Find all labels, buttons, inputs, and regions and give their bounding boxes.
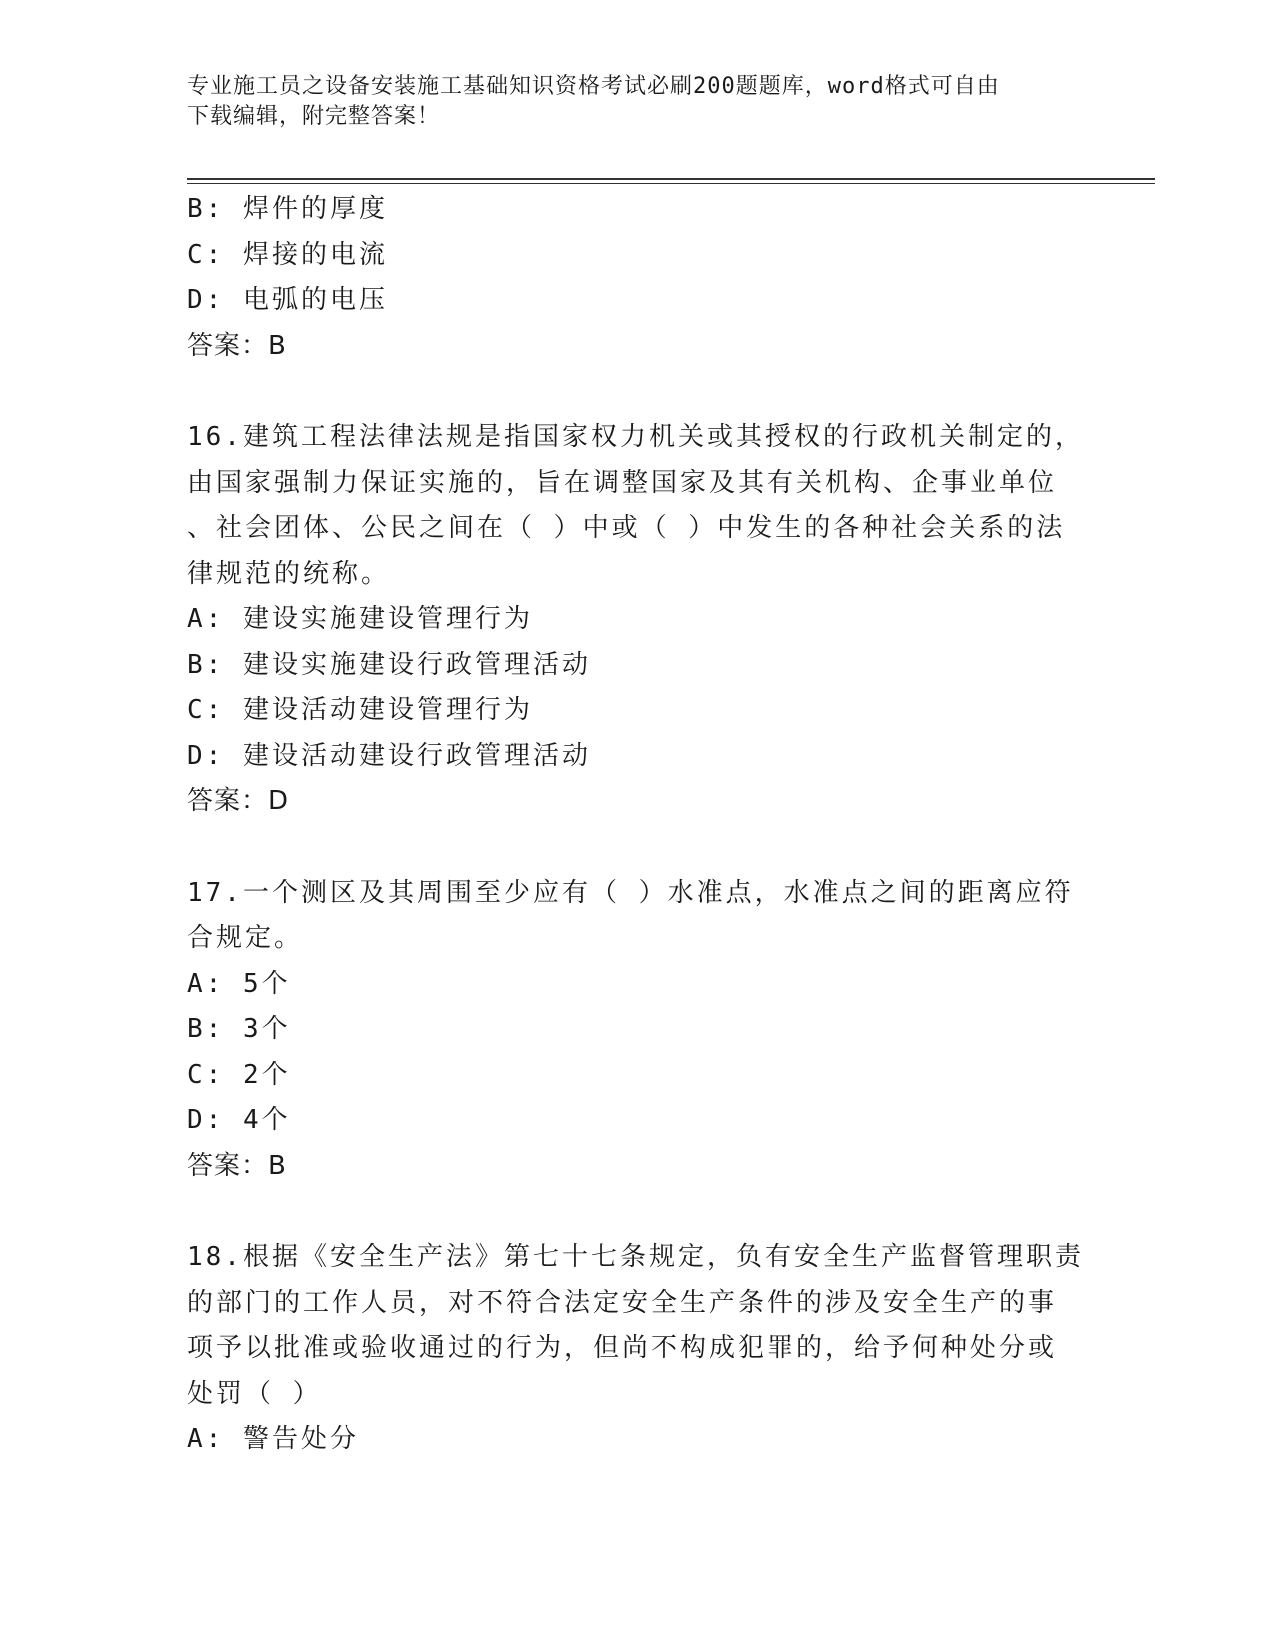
- option-a: A: 5个: [187, 968, 291, 999]
- question-list: [187, 187, 1087, 1463]
- question-17: [187, 871, 1087, 1190]
- answer-line: 答案：B: [187, 330, 287, 361]
- question-stem-line: 16.建筑工程法律法规是指国家权力机关或其授权的行政机关制定的，: [187, 422, 1084, 452]
- question-stem-line: 由国家强制力保证实施的，旨在调整国家及其有关机构、企事业单位: [187, 467, 1058, 498]
- option-a: A: 建设实施建设管理行为: [187, 604, 533, 634]
- answer-line: 答案：B: [187, 1150, 287, 1181]
- question-15-tail: [187, 187, 1087, 369]
- option-c: C: 2个: [187, 1059, 291, 1090]
- question-spacer: [187, 825, 1087, 871]
- document-header: [187, 72, 1087, 132]
- header-title-line-2: 下载编辑，附完整答案！: [187, 104, 441, 129]
- header-divider-thick: [187, 178, 1155, 180]
- question-stem-line: 项予以批准或验收通过的行为，但尚不构成犯罪的，给予何种处分或: [187, 1333, 1058, 1363]
- question-16: [187, 415, 1087, 825]
- question-stem-line: 处罚（ ）: [187, 1378, 322, 1409]
- question-stem-line: 、社会团体、公民之间在（ ）中或（ ）中发生的各种社会关系的法: [187, 513, 1066, 543]
- question-spacer: [187, 1189, 1087, 1235]
- option-b: B: 建设实施建设行政管理活动: [187, 649, 591, 680]
- question-stem-line: 18.根据《安全生产法》第七十七条规定，负有安全生产监督管理职责: [187, 1242, 1084, 1272]
- option-d: D: 电弧的电压: [187, 285, 388, 315]
- answer-line: 答案：D: [187, 786, 290, 816]
- option-a: A: 警告处分: [187, 1424, 359, 1454]
- question-spacer: [187, 369, 1087, 415]
- option-d: D: 建设活动建设行政管理活动: [187, 740, 591, 771]
- option-d: D: 4个: [187, 1105, 291, 1135]
- option-b: B: 3个: [187, 1014, 291, 1044]
- question-stem-line: 17.一个测区及其周围至少应有（ ）水准点，水准点之间的距离应符: [187, 877, 1074, 908]
- option-b: B: 焊件的厚度: [187, 194, 388, 224]
- option-c: C: 焊接的电流: [187, 239, 388, 270]
- question-stem-line: 合规定。: [187, 923, 304, 953]
- question-stem-line: 律规范的统称。: [187, 558, 391, 589]
- question-18: [187, 1235, 1087, 1463]
- option-c: C: 建设活动建设管理行为: [187, 695, 533, 725]
- header-title-line-1: 专业施工员之设备安装施工基础知识资格考试必刷200题题库，word格式可自由: [187, 74, 1000, 99]
- header-divider-thin: [187, 183, 1155, 184]
- question-stem-line: 的部门的工作人员，对不符合法定安全生产条件的涉及安全生产的事: [187, 1287, 1058, 1318]
